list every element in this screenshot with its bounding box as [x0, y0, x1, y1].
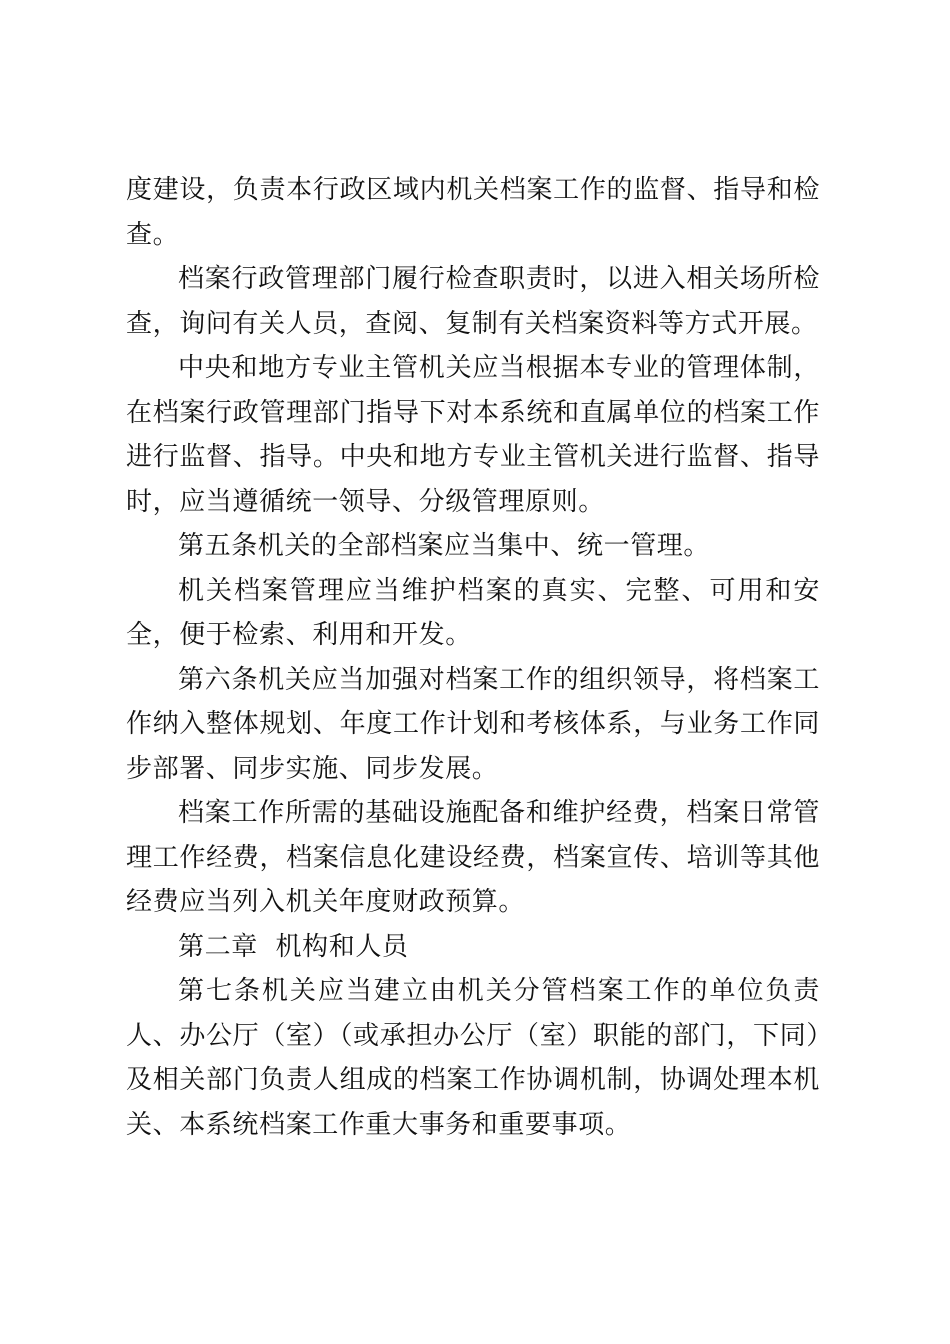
- document-body: [126, 168, 820, 1147]
- paragraph-central-local-supervision: 中央和地方专业主管机关应当根据本专业的管理体制，在档案行政管理部门指导下对本系统和直属单位的档案工作进行监督、指导。中央和地方专业主管机关进行监督、指导时，应当遵循统一领导、分级管理原则。: [126, 353, 820, 517]
- paragraph-article-7: 第七条机关应当建立由机关分管档案工作的单位负责人、办公厅（室）（或承担办公厅（室）职能的部门，下同）及相关部门负责人组成的档案工作协调机制，协调处理本机关、本系统档案工作重大事务和重要事项。: [126, 976, 820, 1140]
- paragraph-article-6: 第六条机关应当加强对档案工作的组织领导，将档案工作纳入整体规划、年度工作计划和考核体系，与业务工作同步部署、同步实施、同步发展。: [126, 664, 820, 784]
- paragraph-archive-management: 机关档案管理应当维护档案的真实、完整、可用和安全，便于检索、利用和开发。: [126, 575, 820, 650]
- paragraph-inspection-duty: 档案行政管理部门履行检查职责时，以进入相关场所检查，询问有关人员，查阅、复制有关档案资料等方式开展。: [126, 264, 820, 339]
- paragraph-article-5: 第五条机关的全部档案应当集中、统一管理。: [178, 531, 711, 561]
- chapter-heading: 第二章 机构和人员: [178, 931, 409, 962]
- paragraph-continuation: 度建设，负责本行政区域内机关档案工作的监督、指导和检查。: [126, 175, 820, 250]
- paragraph-funding: 档案工作所需的基础设施配备和维护经费，档案日常管理工作经费，档案信息化建设经费，档案宣传、培训等其他经费应当列入机关年度财政预算。: [126, 798, 820, 917]
